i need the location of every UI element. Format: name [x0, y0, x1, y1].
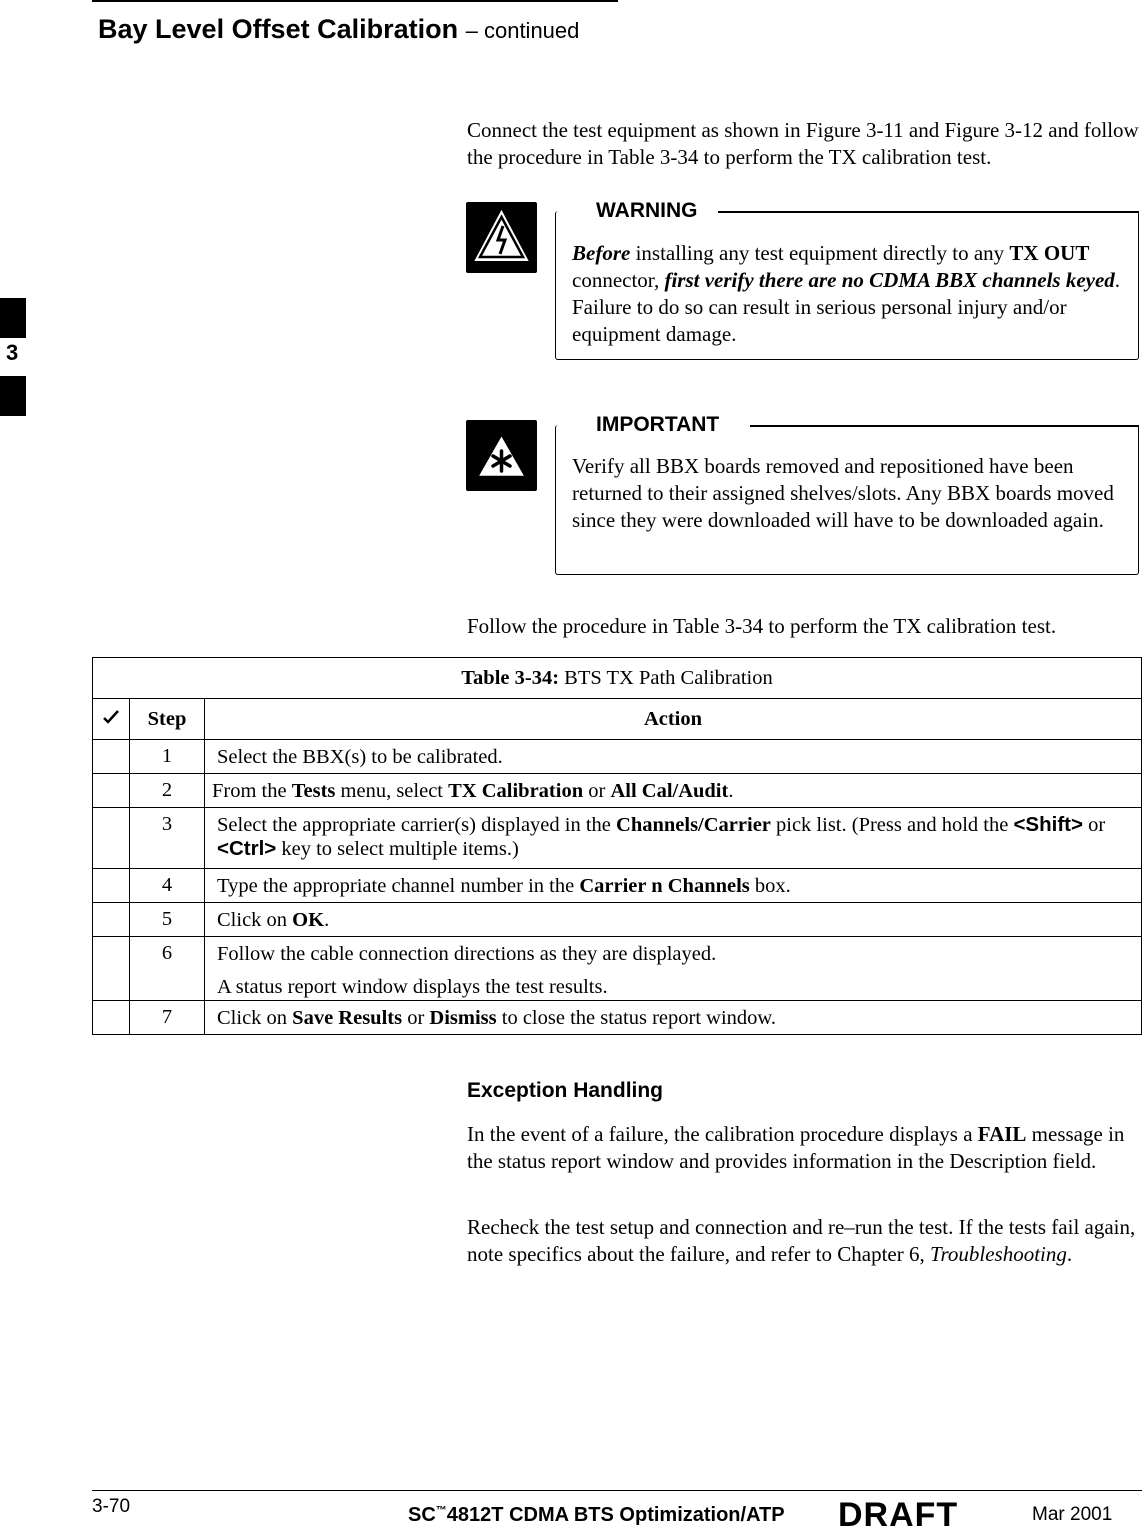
check-cell	[93, 740, 130, 774]
step-action-box: Carrier n Channels	[579, 874, 750, 897]
check-cell	[93, 808, 130, 869]
footer-rule	[92, 1490, 1142, 1491]
page-title	[98, 14, 579, 45]
step-action-text: or	[583, 779, 611, 802]
product-sc: SC	[408, 1504, 436, 1526]
step-number: 6	[130, 937, 205, 1001]
checkmark-icon	[102, 709, 120, 725]
chapter-reference: Troubleshooting	[929, 1241, 1067, 1266]
warning-emphasis: first verify there are no CDMA BBX channels keyed	[664, 268, 1115, 292]
step-number: 7	[130, 1001, 205, 1035]
header-rule	[92, 0, 618, 2]
table-row	[93, 774, 1142, 808]
page-title-continued: – continued	[465, 18, 580, 43]
exception-text: message in the status report window and provides information in the Description field.	[467, 1122, 1125, 1173]
step-action-text: or	[1082, 814, 1106, 836]
exception-text: .	[1066, 1241, 1073, 1266]
step-action-text: Type the appropriate channel number in the	[217, 874, 580, 897]
warning-icon-box	[466, 202, 537, 273]
step-action	[205, 808, 1142, 869]
step-action-text: or	[402, 1006, 430, 1029]
fail-keyword: FAIL	[977, 1122, 1027, 1146]
exception-text: In the event of a failure, the calibration procedure displays a	[467, 1122, 978, 1146]
step-number: 1	[130, 740, 205, 774]
step-number: 5	[130, 903, 205, 937]
product-name	[408, 1504, 785, 1527]
step-action-option: TX Calibration	[448, 779, 584, 802]
table-row	[93, 1001, 1142, 1035]
step-action: Select the BBX(s) to be calibrated.	[205, 740, 1142, 774]
step-action-key: <Ctrl>	[217, 837, 277, 860]
important-label: IMPORTANT	[596, 413, 729, 437]
step-action	[205, 1001, 1142, 1035]
step-column-header: Step	[130, 699, 205, 740]
chapter-tab-top	[0, 298, 26, 338]
check-cell	[93, 1001, 130, 1035]
step-action	[205, 774, 1142, 808]
table-row	[93, 937, 1142, 1001]
page-title-text: Bay Level Offset Calibration	[98, 14, 459, 44]
check-cell	[93, 869, 130, 903]
page-number: 3-70	[92, 1496, 131, 1517]
important-text: Verify all BBX boards removed and repositioned have been returned to their assigned shelves/slots. Any BBX boards moved since they were downloaded will have to be downloaded again.	[572, 454, 1114, 532]
step-action	[205, 903, 1142, 937]
step-action-list: Channels/Carrier	[616, 814, 771, 836]
step-action-text: .	[728, 779, 734, 802]
step-action	[205, 869, 1142, 903]
step-number: 2	[130, 774, 205, 808]
step-action	[205, 937, 1142, 1001]
draft-stamp: DRAFT	[838, 1496, 959, 1534]
warning-tx-out: TX OUT	[1009, 241, 1090, 265]
step-action-text: .	[324, 908, 330, 931]
lightning-warning-icon	[466, 202, 537, 273]
table-caption-number: Table 3-34:	[461, 666, 560, 689]
table-row	[93, 869, 1142, 903]
check-cell	[93, 903, 130, 937]
product-rest: 4812T CDMA BTS Optimization/ATP	[446, 1504, 785, 1526]
step-number: 3	[130, 808, 205, 869]
step-action-result: A status report window displays the test results.	[217, 976, 608, 998]
procedure-table	[92, 657, 1142, 1035]
step-number: 4	[130, 869, 205, 903]
follow-paragraph: Follow the procedure in Table 3-34 to perform the TX calibration test.	[467, 614, 1057, 638]
step-action-text: Click on	[217, 1006, 293, 1029]
step-action-text: to close the status report window.	[496, 1006, 776, 1029]
table-row	[93, 808, 1142, 869]
trademark-symbol: ™	[435, 1504, 447, 1517]
table-caption-title: BTS TX Path Calibration	[559, 666, 773, 689]
step-action-text: menu, select	[335, 779, 449, 802]
check-cell	[93, 774, 130, 808]
action-column-header: Action	[205, 699, 1142, 740]
step-action-text: Follow the cable connection directions as they are displayed.	[217, 943, 717, 965]
exception-paragraph-1	[467, 1121, 1142, 1174]
intro-paragraph: Connect the test equipment as shown in Figure 3-11 and Figure 3-12 and follow the procedure in Table 3-34 to perform the TX calibration test.	[467, 118, 1139, 169]
publication-date: Mar 2001	[1032, 1504, 1113, 1525]
table-caption	[93, 658, 1142, 699]
exception-paragraph-2	[467, 1214, 1142, 1267]
chapter-tab-bottom	[0, 376, 26, 416]
check-column-header	[93, 699, 130, 740]
warning-label: WARNING	[596, 199, 708, 223]
step-action-text: Click on	[217, 908, 293, 931]
warning-t1: installing any test equipment directly to any	[630, 241, 1010, 265]
step-action-text: key to select multiple items.)	[276, 838, 519, 860]
step-action-text: From the	[212, 779, 292, 802]
step-action-button: OK	[292, 908, 325, 931]
asterisk-important-icon	[466, 420, 537, 491]
step-action-text: Select the appropriate carrier(s) displayed in the	[217, 814, 617, 836]
table-row	[93, 740, 1142, 774]
step-action-option: All Cal/Audit	[610, 779, 729, 802]
step-action-button: Dismiss	[429, 1006, 497, 1029]
exception-heading: Exception Handling	[467, 1079, 664, 1102]
check-cell	[93, 937, 130, 1001]
warning-before: Before	[572, 241, 631, 265]
warning-t3: . Failure to do so can result in serious personal injury and/or equipment damage.	[572, 268, 1121, 346]
warning-text	[572, 240, 1132, 348]
chapter-tab-number: 3	[6, 340, 19, 365]
warning-t2: connector,	[572, 268, 665, 292]
step-action-button: Save Results	[292, 1006, 403, 1029]
step-action-text: box.	[749, 874, 791, 897]
step-action-key: <Shift>	[1013, 813, 1083, 836]
step-action-menu: Tests	[291, 779, 336, 802]
important-icon-box	[466, 420, 537, 491]
exception-text: Recheck the test setup and connection and re–run the test. If the tests fail again, note specifics about the failure, and refer to Chapter 6,	[467, 1215, 1136, 1266]
table-row	[93, 903, 1142, 937]
step-action-text: pick list. (Press and hold the	[770, 814, 1014, 836]
